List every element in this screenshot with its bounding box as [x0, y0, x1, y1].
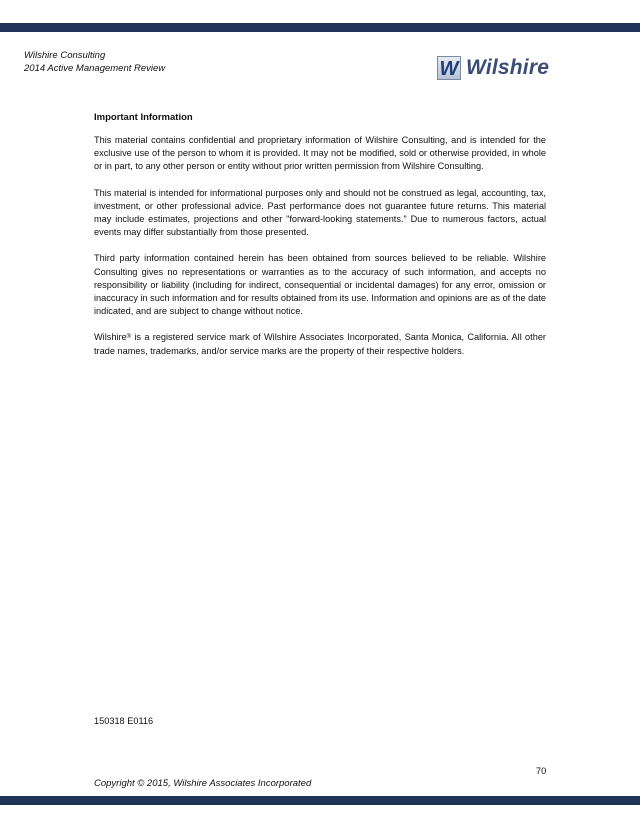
paragraph-service-mark — [94, 331, 546, 357]
brand-name: Wilshire — [94, 332, 127, 343]
wilshire-logo — [437, 54, 549, 82]
service-mark-text: is a registered service mark of Wilshire Associates Incorporated, Santa Monica, California. All other trade names, trademarks, and/or service marks are the property of their respective holders. — [94, 332, 546, 356]
paragraph-third-party: Third party information contained herein has been obtained from sources believed to be reliable. Wilshire Consulting gives no representations or warranties as to the accuracy of such information, and accepts no responsibility or liability (including for indirect, consequential or incidental damages) for any error, omission or inaccuracy in such information and for results obtained from its use. Information and opinions are as of the date indicated, and are subject to change without notice. — [94, 253, 546, 317]
document-header — [24, 49, 165, 75]
company-name: Wilshire Consulting — [24, 50, 106, 61]
registered-mark: ® — [126, 334, 132, 341]
paragraph-confidentiality: This material contains confidential and proprietary information of Wilshire Consulting, and is intended for the exclusive use of the person to whom it is provided. It may not be modified, sold or otherwise provided, in whole or in part, to any other person or entity without prior written permission from Wilshire Consulting. — [94, 135, 546, 172]
logo-wordmark: Wilshire — [466, 56, 550, 79]
logo-mark-icon — [437, 56, 461, 80]
logo-mark-letter: W — [439, 58, 459, 80]
paragraph-informational: This material is intended for informational purposes only and should not be construed as legal, accounting, tax, investment, or other professional advice. Past performance does not guarantee future returns. This material may include estimates, projections and other "forward-looking statements." Due to numerous factors, actual events may differ substantially from those presented. — [94, 187, 546, 238]
document-code: 150318 E0116 — [94, 716, 154, 726]
top-border-bar — [0, 23, 640, 32]
copyright-notice: Copyright © 2015, Wilshire Associates Incorporated — [94, 778, 312, 789]
page-number: 70 — [536, 766, 547, 776]
section-heading: Important Information — [94, 112, 193, 123]
main-content — [94, 112, 546, 371]
bottom-border-bar — [0, 796, 640, 805]
report-title: 2014 Active Management Review — [24, 63, 166, 74]
